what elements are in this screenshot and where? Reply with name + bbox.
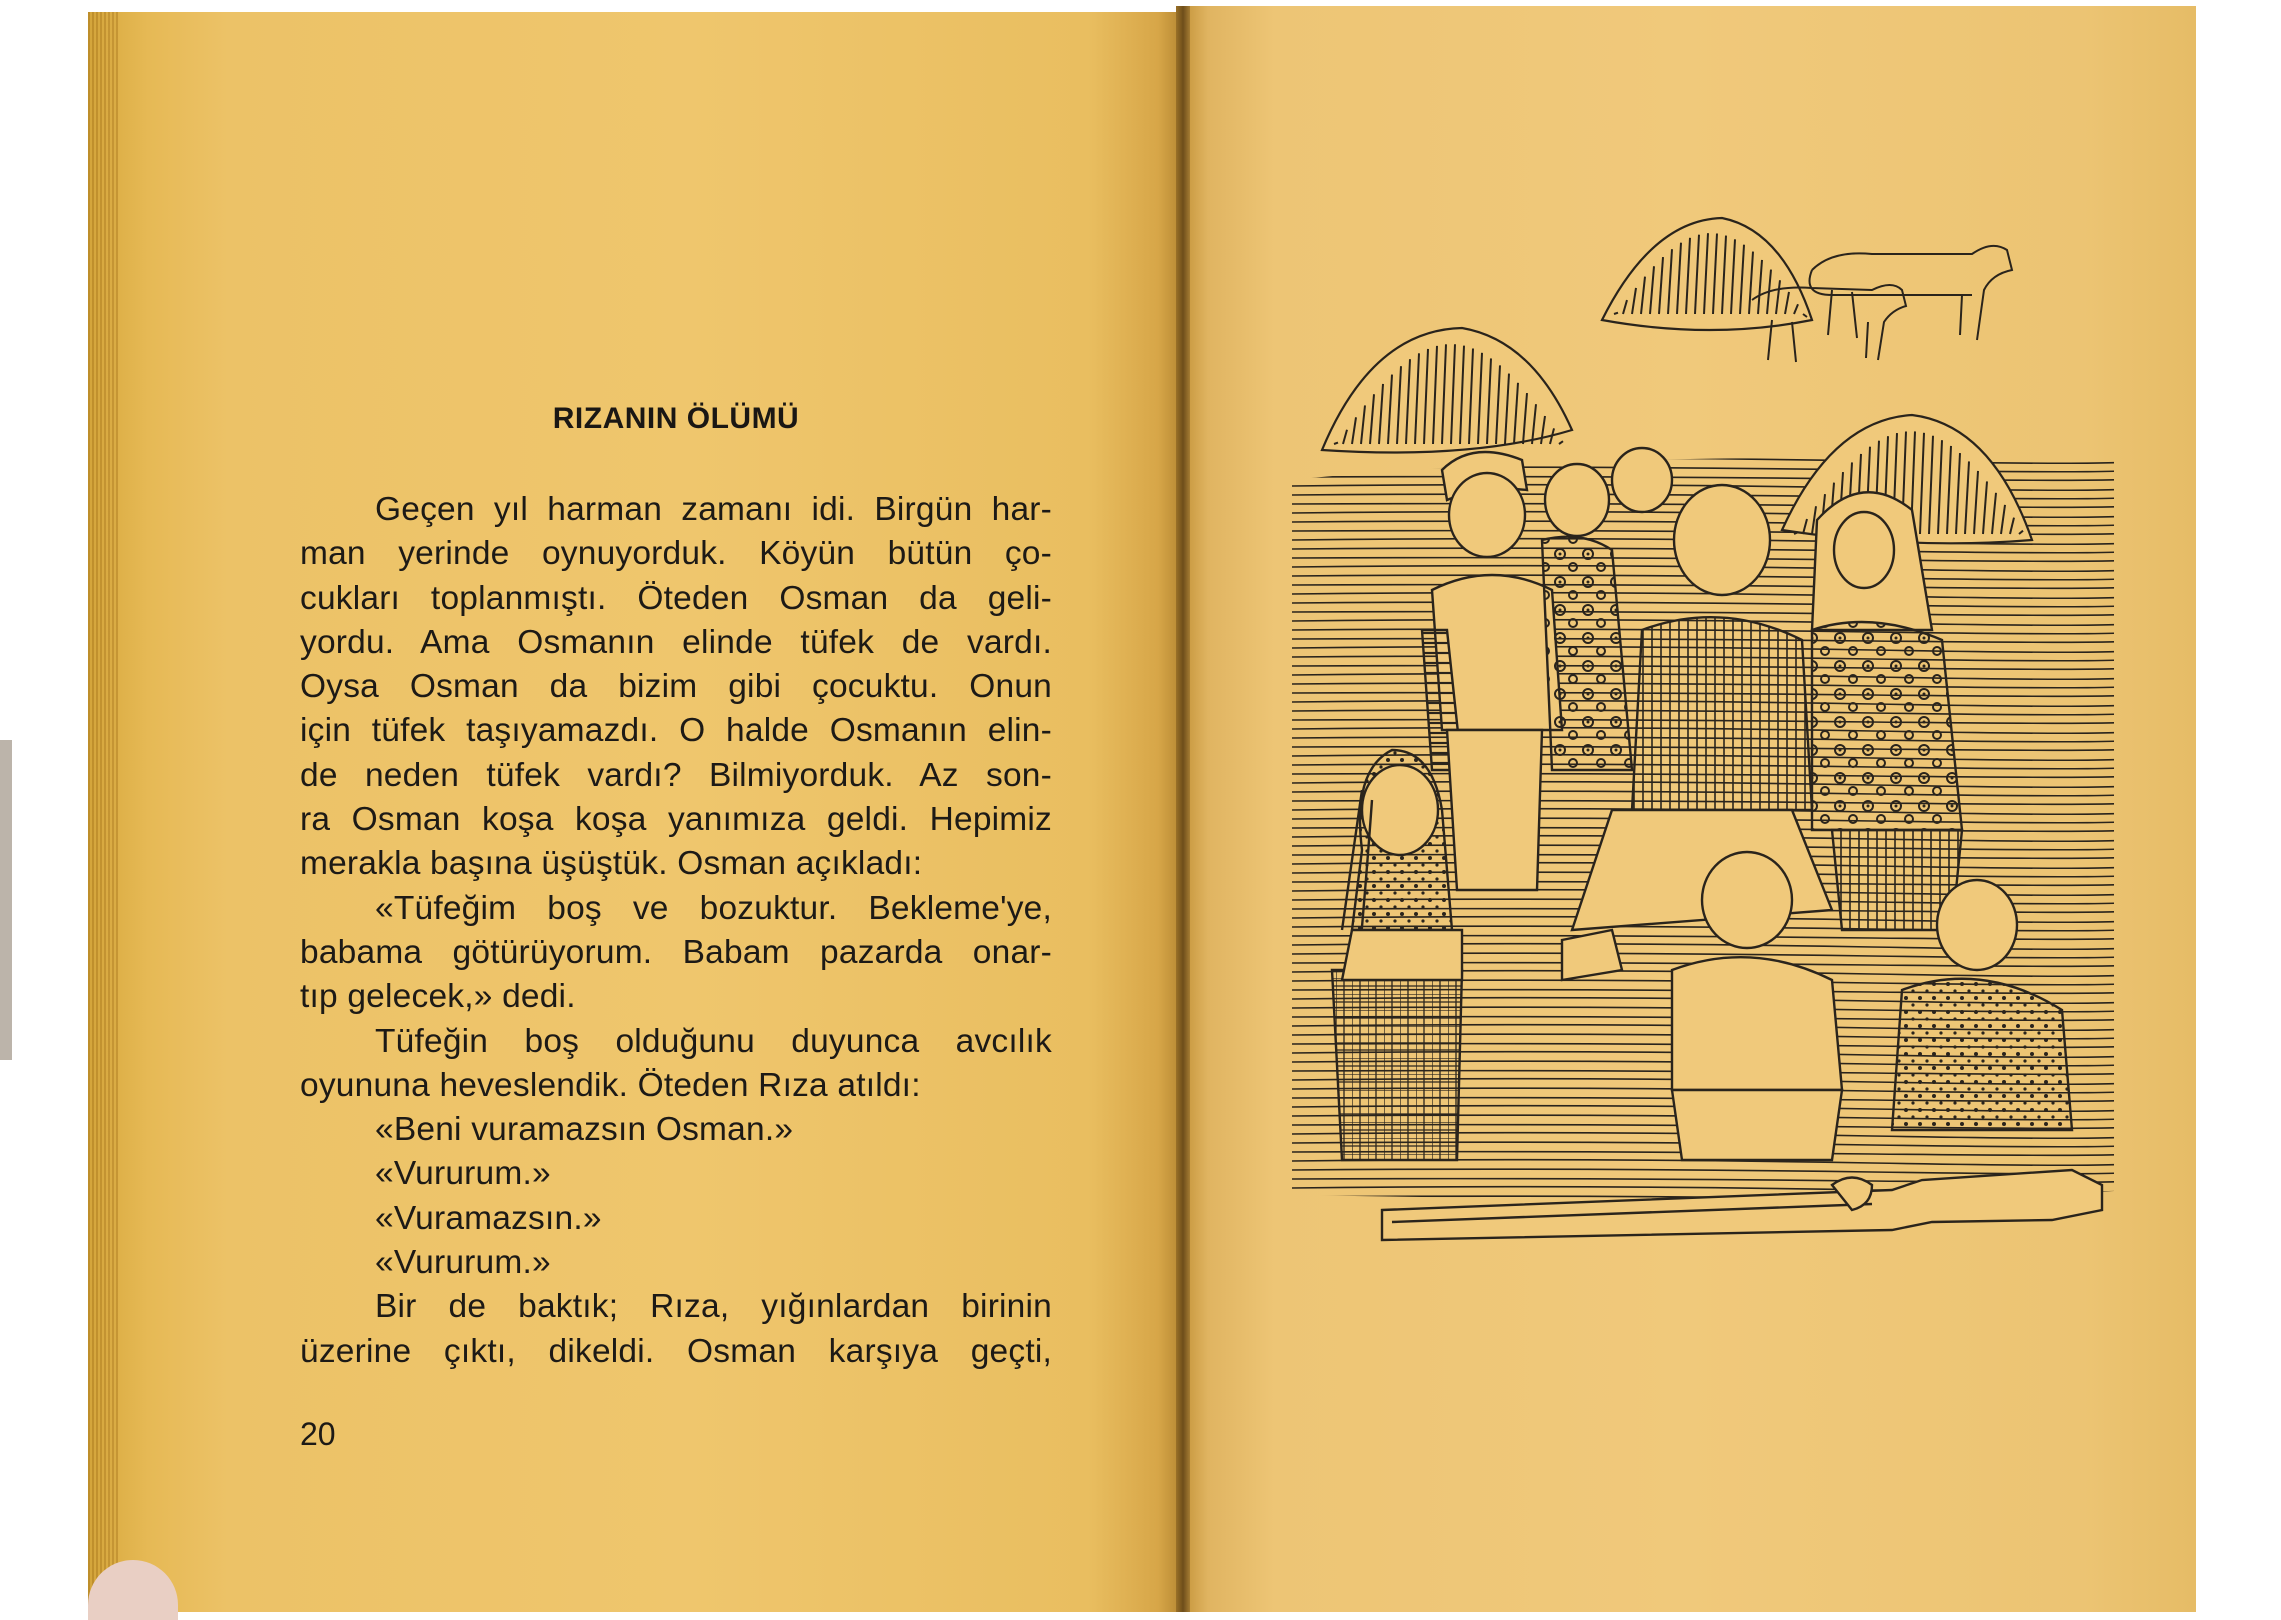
text-line: «Vururum.» <box>375 1244 551 1282</box>
text-line: babama götürüyorum. Babam pazarda onar- <box>300 933 1052 971</box>
children-illustration <box>1272 210 2114 1320</box>
chapter-title: RIZANIN ÖLÜMÜ <box>552 402 800 435</box>
text-line: için tüfek taşıyamazdı. O halde Osmanın elin- <box>300 712 1052 750</box>
text-line: ra Osman koşa koşa yanımıza geldi. Hepimiz <box>300 801 1052 839</box>
body-text <box>300 488 1052 1374</box>
text-line: oyununa heveslendik. Öteden Rıza atıldı: <box>300 1066 921 1104</box>
text-line: «Vururum.» <box>375 1155 551 1193</box>
text-line: Tüfeğin boş olduğunu duyunca avcılık <box>375 1022 1052 1060</box>
book-gutter <box>1176 6 1190 1612</box>
text-line: Geçen yıl harman zamanı idi. Birgün har- <box>375 491 1052 528</box>
girl-left-figure <box>1332 750 1462 1160</box>
text-line: tıp gelecek,» dedi. <box>300 978 576 1016</box>
text-line: «Tüfeğim boş ve bozuktur. Bekleme'ye, <box>375 889 1052 927</box>
spine-shadow <box>0 740 12 1060</box>
text-line: de neden tüfek vardı? Bilmiyorduk. Az son- <box>300 756 1052 794</box>
text-line: merakla başına üşüştük. Osman açıkladı: <box>300 845 923 883</box>
text-line: üzerine çıktı, dikeldi. Osman karşıya geçti, <box>300 1332 1052 1370</box>
page-edge <box>88 12 118 1612</box>
text-line: «Vuramazsın.» <box>375 1199 602 1237</box>
text-line: yordu. Ama Osmanın elinde tüfek de vardı. <box>300 623 1052 661</box>
text-line: «Beni vuramazsın Osman.» <box>375 1111 794 1149</box>
text-line: cukları toplanmıştı. Öteden Osman da geli- <box>300 579 1052 617</box>
girl-right-figure <box>1812 492 1962 930</box>
page-number: 20 <box>300 1416 336 1452</box>
text-line: Bir de baktık; Rıza, yığınlardan birinin <box>375 1288 1052 1326</box>
text-line: man yerinde oynuyorduk. Köyün bütün ço- <box>300 535 1052 573</box>
text-line: Oysa Osman da bizim gibi çocuktu. Onun <box>300 668 1052 706</box>
